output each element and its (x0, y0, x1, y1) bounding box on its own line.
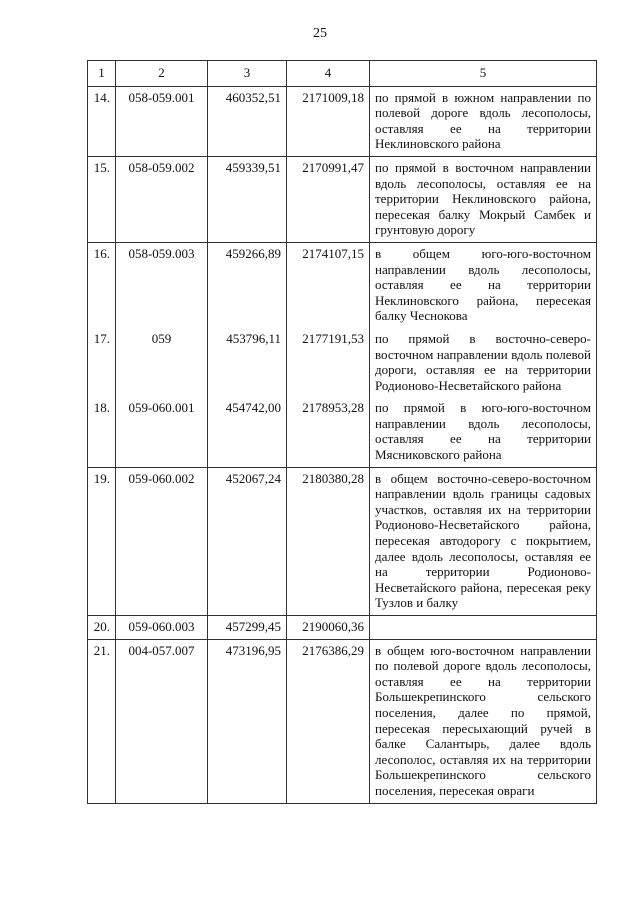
page-number: 25 (313, 26, 327, 41)
row-number: 21. (88, 639, 116, 803)
table-header-row (88, 61, 597, 87)
boundary-description (370, 242, 597, 327)
boundary-points-table (87, 60, 597, 804)
coordinate-y: 2171009,18 (287, 86, 370, 156)
table-row (88, 467, 597, 615)
coordinate-x: 457299,45 (208, 616, 287, 640)
boundary-description (370, 156, 597, 242)
coordinate-y: 2176386,29 (287, 639, 370, 803)
coordinate-y: 2177191,53 (287, 328, 370, 397)
description-text: в общем юго-юго-восточном направлении вдоль лесополосы, оставляя ее на территории Неклиновского района, пересекая балку Чеснокова (375, 245, 591, 324)
boundary-description (370, 616, 597, 640)
point-code: 059-060.001 (116, 397, 208, 467)
table-row (88, 328, 597, 397)
coordinate-y: 2178953,28 (287, 397, 370, 467)
description-text: по прямой в юго-юго-восточном направлении вдоль лесополосы, оставляя ее на территории Мясниковского района (375, 400, 591, 463)
table-row (88, 639, 597, 803)
header-col-1: 1 (88, 61, 116, 87)
boundary-description (370, 328, 597, 397)
coordinate-y: 2170991,47 (287, 156, 370, 242)
table-row (88, 86, 597, 156)
table-row (88, 156, 597, 242)
boundary-description (370, 467, 597, 615)
boundary-description (370, 86, 597, 156)
coordinate-y: 2174107,15 (287, 242, 370, 327)
coordinate-x: 454742,00 (208, 397, 287, 467)
point-code: 059 (116, 328, 208, 397)
coordinate-x: 453796,11 (208, 328, 287, 397)
point-code: 059-060.002 (116, 467, 208, 615)
coordinate-y: 2180380,28 (287, 467, 370, 615)
header-col-2: 2 (116, 61, 208, 87)
coordinate-y: 2190060,36 (287, 616, 370, 640)
point-code: 004-057.007 (116, 639, 208, 803)
row-number: 16. (88, 242, 116, 327)
coordinate-x: 459266,89 (208, 242, 287, 327)
row-number: 17. (88, 328, 116, 397)
table-row (88, 616, 597, 640)
description-text: по прямой в южном направлении по полевой дороге вдоль лесополосы, оставляя ее на территории Неклиновского района (375, 89, 591, 152)
boundary-description (370, 639, 597, 803)
description-text: в общем юго-восточном направлении по полевой дороге вдоль лесополосы, оставляя ее на территории Большекрепинского сельского поселения, далее по прямой, пересекая пересыхающий ручей в балке Салантырь, далее вдоль лесополос, оставляя их на территории Большекрепинского сельского поселения, пересекая овраги (375, 642, 591, 798)
description-text: по прямой в восточном направлении вдоль лесополосы, оставляя ее на территории Неклиновского района, пересекая балку Мокрый Самбек и грунтовую дорогу (375, 159, 591, 238)
header-col-5: 5 (370, 61, 597, 87)
point-code: 058-059.003 (116, 242, 208, 327)
row-number: 15. (88, 156, 116, 242)
row-number: 20. (88, 616, 116, 640)
table-row (88, 242, 597, 327)
description-text: в общем восточно-северо-восточном направлении вдоль границы садовых участков, оставляя их на территории Родионово-Несветайского района, пересекая автодорогу с покрытием, далее вдоль лесополосы, оставляя ее на территории Родионово-Несветайского района, пересекая реку Тузлов и балку (375, 470, 591, 611)
point-code: 058-059.001 (116, 86, 208, 156)
coordinate-x: 452067,24 (208, 467, 287, 615)
row-number: 18. (88, 397, 116, 467)
row-number: 19. (88, 467, 116, 615)
coordinate-x: 459339,51 (208, 156, 287, 242)
boundary-description (370, 397, 597, 467)
point-code: 059-060.003 (116, 616, 208, 640)
header-col-3: 3 (208, 61, 287, 87)
coordinate-x: 460352,51 (208, 86, 287, 156)
table-row (88, 397, 597, 467)
description-text: по прямой в восточно-северо-восточном направлении вдоль полевой дороги, оставляя ее на территории Родионово-Несветайского района (375, 330, 591, 393)
header-col-4: 4 (287, 61, 370, 87)
row-number: 14. (88, 86, 116, 156)
point-code: 058-059.002 (116, 156, 208, 242)
coordinate-x: 473196,95 (208, 639, 287, 803)
